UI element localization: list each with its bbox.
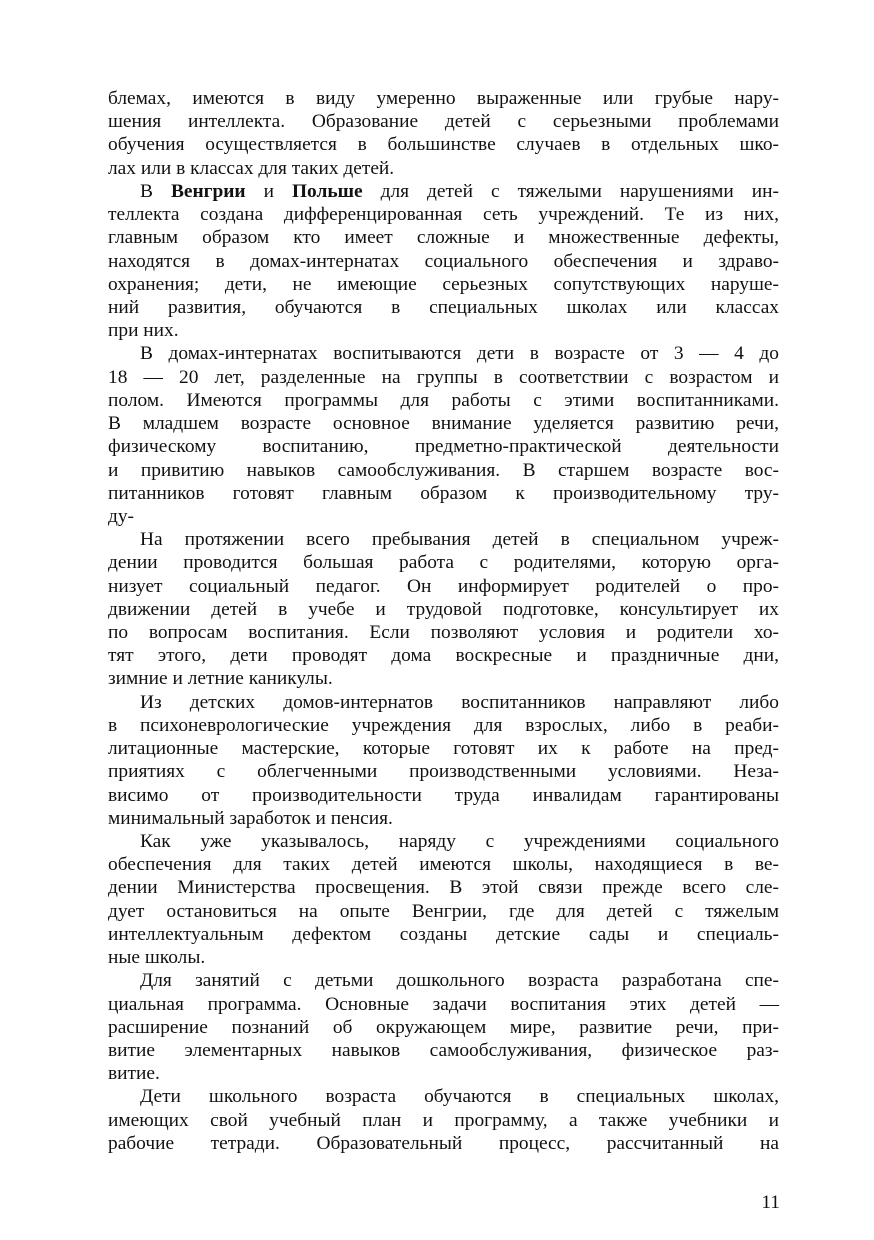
text-line: В младшем возрасте основное внимание уделяется развитию речи, <box>108 413 779 435</box>
text-line: рабочие тетради. Образовательный процесс, рассчитанный на <box>108 1132 779 1154</box>
text-fragment: В <box>140 180 171 202</box>
text-line: лах или в классах для таких детей. <box>108 157 395 179</box>
text-line: по вопросам воспитания. Если позволяют условия и родители хо- <box>108 622 779 644</box>
paragraph <box>108 830 779 969</box>
text-fragment: для детей с тяжелыми нарушениями ин- <box>362 180 780 202</box>
text-line: висимо от производительности труда инвалидам гарантированы <box>108 784 779 806</box>
text-line: движении детей в учебе и трудовой подготовке, консультирует их <box>108 598 779 620</box>
text-line: циальная программа. Основные задачи воспитания этих детей — <box>108 993 779 1015</box>
text-line: литационные мастерские, которые готовят их к работе на пред- <box>108 738 779 760</box>
text-line: имеющих свой учебный план и программу, а также учебники и <box>108 1109 779 1131</box>
text-line: Из детских домов-интернатов воспитанников направляют либо <box>140 691 779 713</box>
text-line: ду- <box>108 505 135 527</box>
text-line: приятиях с облегченными производственными условиями. Неза- <box>108 761 779 783</box>
paragraph <box>108 180 779 343</box>
text-line: теллекта создана дифференцированная сеть учреждений. Те из них, <box>108 204 779 226</box>
paragraph <box>108 87 779 180</box>
paragraph <box>108 691 779 830</box>
text-line: низует социальный педагог. Он информирует родителей о про- <box>108 575 779 597</box>
text-line: витие элементарных навыков самообслуживания, физическое раз- <box>108 1039 779 1061</box>
text-line: ний развития, обучаются в специальных школах или классах <box>108 296 779 318</box>
text-line: Для занятий с детьми дошкольного возраста разработана спе- <box>140 970 779 992</box>
text-line: шения интеллекта. Образование детей с серьезными проблемами <box>108 111 779 133</box>
text-line: На протяжении всего пребывания детей в специальном учреж- <box>140 529 779 551</box>
text-line: В домах-интернатах воспитываются дети в возрасте от 3 — 4 до <box>140 343 779 365</box>
text-line: расширение познаний об окружающем мире, развитие речи, при- <box>108 1016 779 1038</box>
text-line: витие. <box>108 1063 160 1085</box>
text-line: блемах, имеются в виду умеренно выраженные или грубые нару- <box>108 88 779 109</box>
paragraph <box>108 528 779 691</box>
paragraph <box>108 1085 779 1155</box>
text-line: минимальный заработок и пенсия. <box>108 807 393 829</box>
bold-term-hungary: Венгрии <box>170 180 246 202</box>
text-line: 18 — 20 лет, разделенные на группы в соответствии с возрастом и <box>108 366 779 388</box>
text-line: дении Министерства просвещения. В этой связи прежде всего сле- <box>108 877 779 899</box>
text-fragment: и <box>245 180 292 202</box>
text-line: интеллектуальным дефектом созданы детские сады и специаль- <box>108 923 779 945</box>
text-line: Дети школьного возраста обучаются в специальных школах, <box>140 1086 779 1108</box>
text-line: дует остановиться на опыте Венгрии, где для детей с тяжелым <box>108 900 779 922</box>
paragraph <box>108 342 779 528</box>
text-line: обеспечения для таких детей имеются школы, находящиеся в ве- <box>108 854 779 876</box>
page-body <box>108 87 779 1155</box>
text-line: питанников готовят главным образом к производительному тру- <box>108 482 779 504</box>
text-line: Как уже указывалось, наряду с учреждениями социального <box>140 831 779 852</box>
text-line: при них. <box>108 320 179 342</box>
paragraph <box>108 969 779 1085</box>
text-line-with-bold <box>108 180 779 203</box>
text-line: охранения; дети, не имеющие серьезных сопутствующих наруше- <box>108 273 779 295</box>
text-line: ные школы. <box>108 947 206 969</box>
text-line: находятся в домах-интернатах социального обеспечения и здраво- <box>108 250 779 272</box>
text-line: тят этого, дети проводят дома воскресные и праздничные дни, <box>108 645 779 667</box>
text-line: главным образом кто имеет сложные и множественные дефекты, <box>108 227 779 249</box>
text-line: физическому воспитанию, предметно-практической деятельности <box>108 436 779 458</box>
text-line: и привитию навыков самообслуживания. В старшем возрасте вос- <box>108 459 779 481</box>
text-line: обучения осуществляется в большинстве случаев в отдельных шко- <box>108 134 779 156</box>
page-number: 11 <box>761 1192 780 1213</box>
bold-term-poland: Польше <box>291 180 363 202</box>
text-line: в психоневрологические учреждения для взрослых, либо в реаби- <box>108 714 779 736</box>
text-line: зимние и летние каникулы. <box>108 668 333 690</box>
text-line: полом. Имеются программы для работы с этими воспитанниками. <box>108 389 779 411</box>
text-line: дении проводится большая работа с родителями, которую орга- <box>108 552 779 574</box>
